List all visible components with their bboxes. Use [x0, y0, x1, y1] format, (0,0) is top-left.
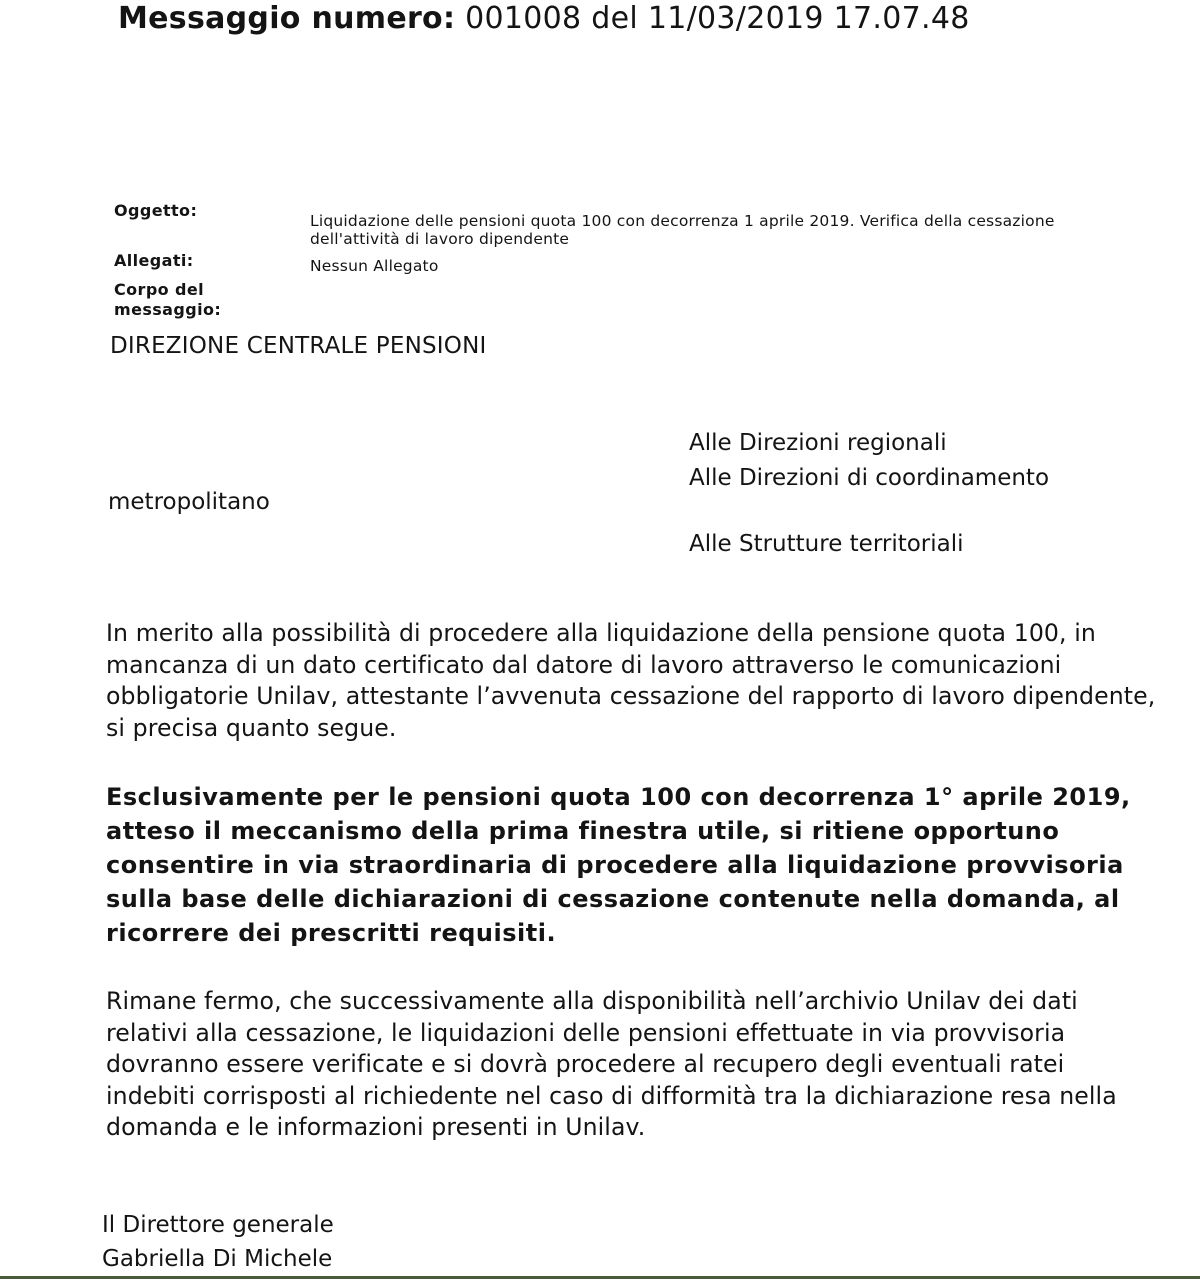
message-number-value: 001008 del 11/03/2019 17.07.48 — [465, 1, 970, 36]
recipient-line-2-continuation: metropolitano — [108, 489, 270, 515]
message-number-label: Messaggio numero: — [118, 1, 456, 36]
message-header — [118, 0, 970, 38]
signature-name: Gabriella Di Michele — [102, 1246, 333, 1272]
body-paragraph-3: Rimane fermo, che successivamente alla disponibilità nell’archivio Unilav dei dati relativi alla cessazione, le liquidazioni delle pensioni effettuate in via provvisoria dovranno essere verificate e si dovrà procedere al recupero degli eventuali ratei indebiti corrisposti al richiedente nel caso di difformità tra la dichiarazione resa nella domanda e le informazioni presenti in Unilav. — [106, 987, 1117, 1141]
recipient-line-1: Alle Direzioni regionali — [689, 430, 947, 456]
allegati-value: Nessun Allegato — [310, 257, 439, 275]
signature-title: Il Direttore generale — [102, 1212, 334, 1238]
oggetto-value: Liquidazione delle pensioni quota 100 con decorrenza 1 aprile 2019. Verifica della cessazione dell'attività di lavoro dipendente — [310, 212, 1055, 248]
recipient-line-3: Alle Strutture territoriali — [689, 531, 964, 557]
oggetto-label: Oggetto: — [114, 201, 198, 220]
allegati-label: Allegati: — [114, 251, 194, 270]
body-paragraph-2: Esclusivamente per le pensioni quota 100 con decorrenza 1° aprile 2019, atteso il meccanismo della prima finestra utile, si ritiene opportuno consentire in via straordinaria di procedere alla liquidazione provvisoria sulla base delle dichiarazioni di cessazione contenute nella domanda, al ricorrere dei prescritti requisiti. — [106, 783, 1131, 947]
sender-department: DIREZIONE CENTRALE PENSIONI — [110, 333, 487, 359]
corpo-label-line1: Corpo del — [114, 280, 205, 299]
corpo-label-line2: messaggio: — [114, 300, 222, 319]
bottom-divider — [0, 1276, 1200, 1279]
body-paragraph-1: In merito alla possibilità di procedere alla liquidazione della pensione quota 100, in mancanza di un dato certificato dal datore di lavoro attraverso le comunicazioni obbligatorie Unilav, attestante l’avvenuta cessazione del rapporto di lavoro dipendente, si precisa quanto segue. — [106, 619, 1156, 742]
recipient-line-2: Alle Direzioni di coordinamento — [689, 465, 1050, 491]
